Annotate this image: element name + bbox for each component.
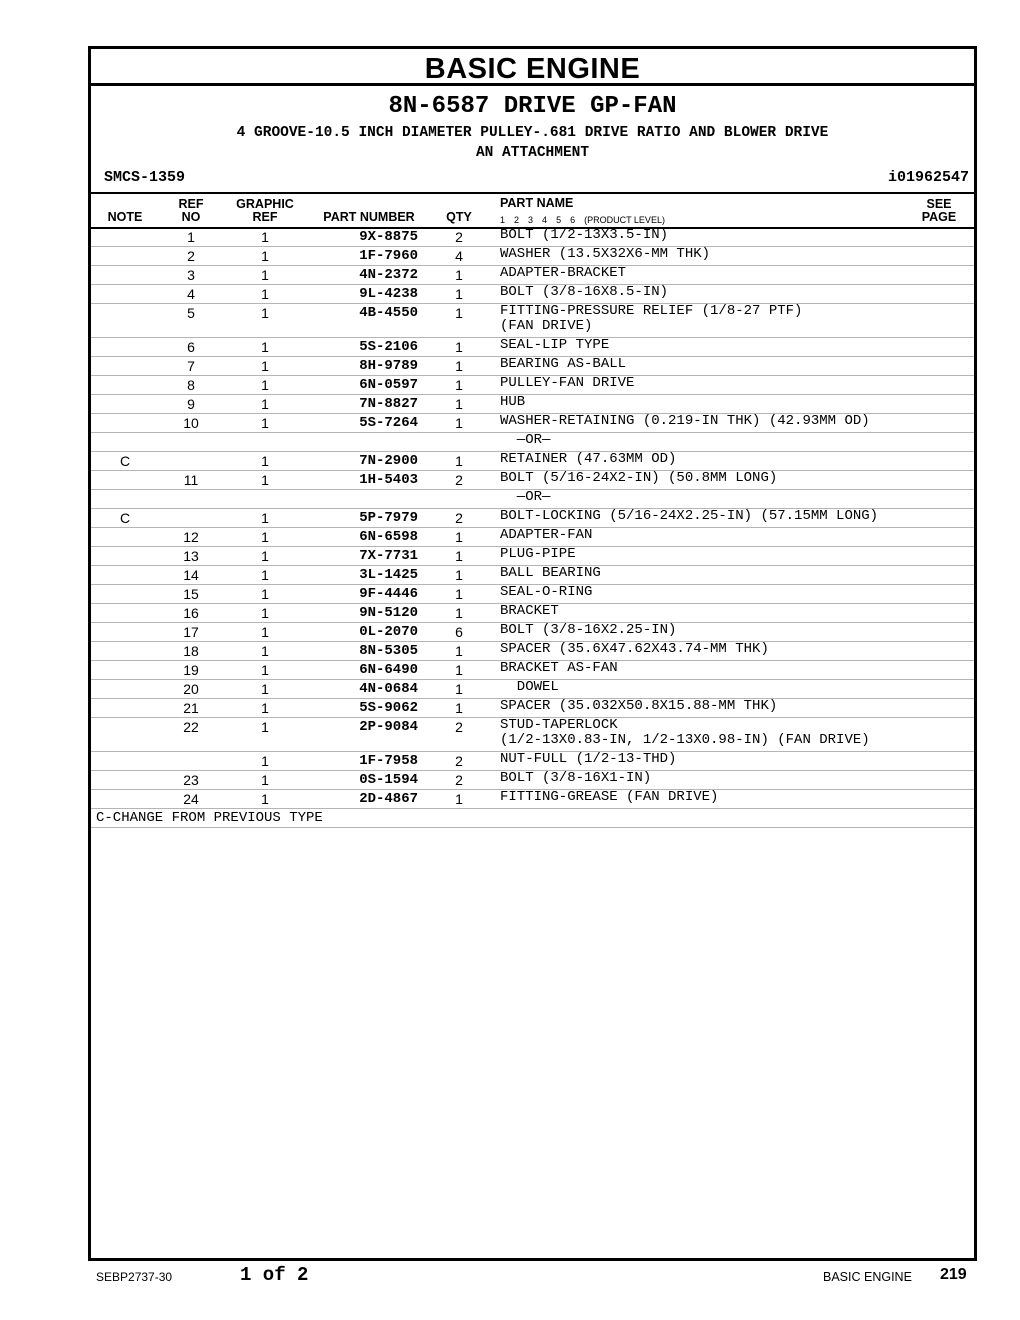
part-name-cell: RETAINER (47.63MM OD) — [500, 451, 677, 467]
parts-table-body — [91, 228, 974, 828]
quantity-cell: 1 — [455, 377, 463, 393]
quantity-cell: 1 — [455, 548, 463, 564]
table-row — [91, 433, 974, 452]
part-name-cell: SPACER (35.6X47.62X43.74-MM THK) — [500, 641, 769, 657]
part-name-cell: BOLT (5/16-24X2-IN) (50.8MM LONG) — [500, 470, 778, 486]
ref-number-cell: 4 — [187, 286, 195, 302]
graphic-ref-cell: 1 — [261, 396, 269, 412]
ref-number-cell: 17 — [183, 624, 199, 640]
table-row — [91, 752, 974, 771]
quantity-cell: 4 — [455, 248, 463, 264]
part-number-cell: 9N-5120 — [359, 605, 418, 621]
quantity-cell: 1 — [455, 605, 463, 621]
product-level-4: 4 — [542, 215, 548, 225]
table-row — [91, 266, 974, 285]
ref-number-cell: 12 — [183, 529, 199, 545]
group-description — [91, 123, 974, 163]
table-row — [91, 471, 974, 490]
footnote-row — [91, 809, 974, 828]
quantity-cell: 2 — [455, 510, 463, 526]
table-row — [91, 414, 974, 433]
column-ref-header-bottom: NO — [181, 210, 201, 224]
table-row — [91, 642, 974, 661]
table-row — [91, 771, 974, 790]
ref-number-cell: 5 — [187, 305, 195, 321]
quantity-cell: 1 — [455, 339, 463, 355]
graphic-ref-cell: 1 — [261, 567, 269, 583]
graphic-ref-cell: 1 — [261, 772, 269, 788]
column-graphic-header — [230, 198, 300, 224]
part-number-cell: 8N-5305 — [359, 643, 418, 659]
quantity-cell: 2 — [455, 229, 463, 245]
graphic-ref-cell: 1 — [261, 229, 269, 245]
graphic-ref-cell: 1 — [261, 605, 269, 621]
part-number-cell: 7X-7731 — [359, 548, 418, 564]
part-number-cell: 5S-7264 — [359, 415, 418, 431]
graphic-ref-cell: 1 — [261, 453, 269, 469]
table-row — [91, 604, 974, 623]
ref-number-cell: 9 — [187, 396, 195, 412]
quantity-cell: 1 — [455, 396, 463, 412]
part-name-cell: WASHER-RETAINING (0.219-IN THK) (42.93MM OD) — [500, 413, 870, 429]
part-name-cell: BOLT (3/8-16X2.25-IN) — [500, 622, 677, 638]
ref-number-cell: 2 — [187, 248, 195, 264]
part-name-cell: SEAL-O-RING — [500, 584, 593, 600]
graphic-ref-cell: 1 — [261, 643, 269, 659]
column-see-page-header-top: SEE — [926, 197, 952, 211]
table-row — [91, 395, 974, 414]
description-line-2: AN ATTACHMENT — [475, 145, 590, 161]
column-see-page-header-bottom: PAGE — [921, 210, 957, 224]
part-number-cell: 6N-0597 — [359, 377, 418, 393]
part-number-cell: 1H-5403 — [359, 472, 418, 488]
ref-number-cell: 23 — [183, 772, 199, 788]
part-number-cell: 5P-7979 — [359, 510, 418, 526]
table-row — [91, 623, 974, 642]
quantity-cell: 1 — [455, 681, 463, 697]
product-level-5: 5 — [556, 215, 562, 225]
part-name-cell: FITTING-PRESSURE RELIEF (1/8-27 PTF) (FAN DRIVE) — [500, 303, 803, 334]
graphic-ref-cell: 1 — [261, 681, 269, 697]
column-qty-header: QTY — [446, 210, 472, 224]
ref-number-cell: 3 — [187, 267, 195, 283]
table-row — [91, 718, 974, 752]
table-row — [91, 304, 974, 338]
ref-number-cell: 20 — [183, 681, 199, 697]
table-row — [91, 357, 974, 376]
table-row — [91, 452, 974, 471]
part-name-cell: BOLT (3/8-16X8.5-IN) — [500, 284, 669, 300]
note-cell: C — [119, 453, 131, 469]
part-number-cell: 9L-4238 — [359, 286, 418, 302]
quantity-cell: 1 — [455, 286, 463, 302]
part-name-cell: SEAL-LIP TYPE — [500, 337, 610, 353]
table-row — [91, 228, 974, 247]
ref-number-cell: 15 — [183, 586, 199, 602]
ref-number-cell: 21 — [183, 700, 199, 716]
table-row — [91, 509, 974, 528]
column-part-number-header: PART NUMBER — [323, 210, 415, 224]
table-row — [91, 699, 974, 718]
part-name-cell: BEARING AS-BALL — [500, 356, 627, 372]
table-row — [91, 661, 974, 680]
graphic-ref-cell: 1 — [261, 472, 269, 488]
part-name-cell: BRACKET AS-FAN — [500, 660, 618, 676]
part-name-cell: WASHER (13.5X32X6-MM THK) — [500, 246, 711, 262]
part-number-cell: 9X-8875 — [359, 229, 418, 245]
part-name-cell: BOLT (1/2-13X3.5-IN) — [500, 227, 669, 243]
column-ref-header — [166, 198, 216, 224]
column-ref-header-top: REF — [178, 197, 204, 211]
graphic-ref-cell: 1 — [261, 415, 269, 431]
part-name-cell: DOWEL — [500, 679, 559, 695]
ref-number-cell: 14 — [183, 567, 199, 583]
part-number-cell: 4N-0684 — [359, 681, 418, 697]
column-part-name-header: PART NAME — [500, 196, 574, 210]
graphic-ref-cell: 1 — [261, 662, 269, 678]
part-name-cell: PLUG-PIPE — [500, 546, 576, 562]
part-name-cell: BRACKET — [500, 603, 559, 619]
graphic-ref-cell: 1 — [261, 286, 269, 302]
column-see-page-header — [911, 198, 967, 224]
ref-number-cell: 10 — [183, 415, 199, 431]
graphic-ref-cell: 1 — [261, 791, 269, 807]
part-number-cell: 4B-4550 — [359, 305, 418, 321]
table-row — [91, 247, 974, 266]
part-name-cell: STUD-TAPERLOCK (1/2-13X0.83-IN, 1/2-13X0.98-IN) (FAN DRIVE) — [500, 717, 870, 748]
table-row — [91, 376, 974, 395]
column-graphic-header-top: GRAPHIC — [236, 197, 294, 211]
part-number-cell: 8H-9789 — [359, 358, 418, 374]
part-number-cell: 7N-8827 — [359, 396, 418, 412]
graphic-ref-cell: 1 — [261, 719, 269, 735]
footer-section-name: BASIC ENGINE — [823, 1270, 912, 1284]
quantity-cell: 1 — [455, 267, 463, 283]
column-note-header: NOTE — [107, 210, 143, 224]
document-identifier: i01962547 — [887, 169, 969, 186]
part-number-cell: 0L-2070 — [359, 624, 418, 640]
table-row — [91, 490, 974, 509]
graphic-ref-cell: 1 — [261, 339, 269, 355]
quantity-cell: 1 — [455, 305, 463, 321]
graphic-ref-cell: 1 — [261, 248, 269, 264]
product-level-1: 1 — [500, 215, 506, 225]
part-name-cell: BOLT (3/8-16X1-IN) — [500, 770, 652, 786]
quantity-cell: 2 — [455, 772, 463, 788]
graphic-ref-cell: 1 — [261, 358, 269, 374]
ref-number-cell: 24 — [183, 791, 199, 807]
part-number-cell: 1F-7960 — [359, 248, 418, 264]
part-number-cell: 2P-9084 — [359, 719, 418, 735]
section-title: BASIC ENGINE — [91, 49, 974, 86]
graphic-ref-cell: 1 — [261, 529, 269, 545]
part-name-cell: BOLT-LOCKING (5/16-24X2.25-IN) (57.15MM LONG) — [500, 508, 879, 524]
part-number-cell: 7N-2900 — [359, 453, 418, 469]
ref-number-cell: 7 — [187, 358, 195, 374]
part-name-cell: NUT-FULL (1/2-13-THD) — [500, 751, 677, 767]
part-number-cell: 5S-9062 — [359, 700, 418, 716]
product-level-2: 2 — [514, 215, 520, 225]
graphic-ref-cell: 1 — [261, 267, 269, 283]
graphic-ref-cell: 1 — [261, 624, 269, 640]
quantity-cell: 1 — [455, 358, 463, 374]
part-name-cell: SPACER (35.032X50.8X15.88-MM THK) — [500, 698, 778, 714]
table-row — [91, 585, 974, 604]
part-number-cell: 6N-6598 — [359, 529, 418, 545]
graphic-ref-cell: 1 — [261, 305, 269, 321]
graphic-ref-cell: 1 — [261, 753, 269, 769]
graphic-ref-cell: 1 — [261, 586, 269, 602]
product-level-3: 3 — [528, 215, 534, 225]
part-number-cell: 3L-1425 — [359, 567, 418, 583]
header-rule-top — [91, 192, 974, 194]
product-level-label: (PRODUCT LEVEL) — [584, 215, 665, 225]
part-name-cell: FITTING-GREASE (FAN DRIVE) — [500, 789, 719, 805]
ref-number-cell: 1 — [187, 229, 195, 245]
ref-number-cell: 19 — [183, 662, 199, 678]
column-graphic-header-bottom: REF — [252, 210, 278, 224]
quantity-cell: 1 — [455, 700, 463, 716]
quantity-cell: 1 — [455, 791, 463, 807]
part-name-cell: HUB — [500, 394, 526, 410]
product-level-6: 6 — [570, 215, 576, 225]
part-number-cell: 1F-7958 — [359, 753, 418, 769]
quantity-cell: 1 — [455, 529, 463, 545]
quantity-cell: 1 — [455, 567, 463, 583]
part-number-cell: 4N-2372 — [359, 267, 418, 283]
part-name-cell: BALL BEARING — [500, 565, 601, 581]
ref-number-cell: 11 — [183, 472, 199, 488]
part-number-cell: 0S-1594 — [359, 772, 418, 788]
part-name-cell: PULLEY-FAN DRIVE — [500, 375, 635, 391]
quantity-cell: 1 — [455, 662, 463, 678]
table-row — [91, 528, 974, 547]
part-name-cell: —OR— — [500, 432, 551, 448]
group-title: 8N-6587 DRIVE GP-FAN — [388, 93, 677, 120]
smcs-code: SMCS-1359 — [104, 169, 186, 186]
graphic-ref-cell: 1 — [261, 510, 269, 526]
quantity-cell: 2 — [455, 753, 463, 769]
part-number-cell: 5S-2106 — [359, 339, 418, 355]
part-name-cell: —OR— — [500, 489, 551, 505]
part-number-cell: 9F-4446 — [359, 586, 418, 602]
quantity-cell: 2 — [455, 719, 463, 735]
graphic-ref-cell: 1 — [261, 548, 269, 564]
quantity-cell: 1 — [455, 415, 463, 431]
table-row — [91, 566, 974, 585]
table-row — [91, 790, 974, 809]
note-cell: C — [119, 510, 131, 526]
parts-list-frame — [88, 46, 977, 1261]
quantity-cell: 1 — [455, 453, 463, 469]
quantity-cell: 2 — [455, 472, 463, 488]
quantity-cell: 1 — [455, 643, 463, 659]
table-row — [91, 680, 974, 699]
page-of-indicator: 1 of 2 — [240, 1264, 309, 1286]
publication-number: SEBP2737-30 — [96, 1270, 173, 1284]
part-name-cell: ADAPTER-BRACKET — [500, 265, 627, 281]
ref-number-cell: 16 — [183, 605, 199, 621]
table-row — [91, 285, 974, 304]
graphic-ref-cell: 1 — [261, 377, 269, 393]
footnote-text: C-CHANGE FROM PREVIOUS TYPE — [96, 810, 323, 826]
quantity-cell: 6 — [455, 624, 463, 640]
table-row — [91, 338, 974, 357]
part-name-cell: ADAPTER-FAN — [500, 527, 593, 543]
ref-number-cell: 18 — [183, 643, 199, 659]
product-level-indicators — [500, 215, 674, 225]
part-number-cell: 6N-6490 — [359, 662, 418, 678]
ref-number-cell: 8 — [187, 377, 195, 393]
ref-number-cell: 22 — [183, 719, 199, 735]
page-number: 219 — [940, 1266, 967, 1283]
ref-number-cell: 13 — [183, 548, 199, 564]
table-row — [91, 547, 974, 566]
quantity-cell: 1 — [455, 586, 463, 602]
ref-number-cell: 6 — [187, 339, 195, 355]
graphic-ref-cell: 1 — [261, 700, 269, 716]
description-line-1: 4 GROOVE-10.5 INCH DIAMETER PULLEY-.681 DRIVE RATIO AND BLOWER DRIVE — [236, 125, 829, 141]
part-number-cell: 2D-4867 — [359, 791, 418, 807]
